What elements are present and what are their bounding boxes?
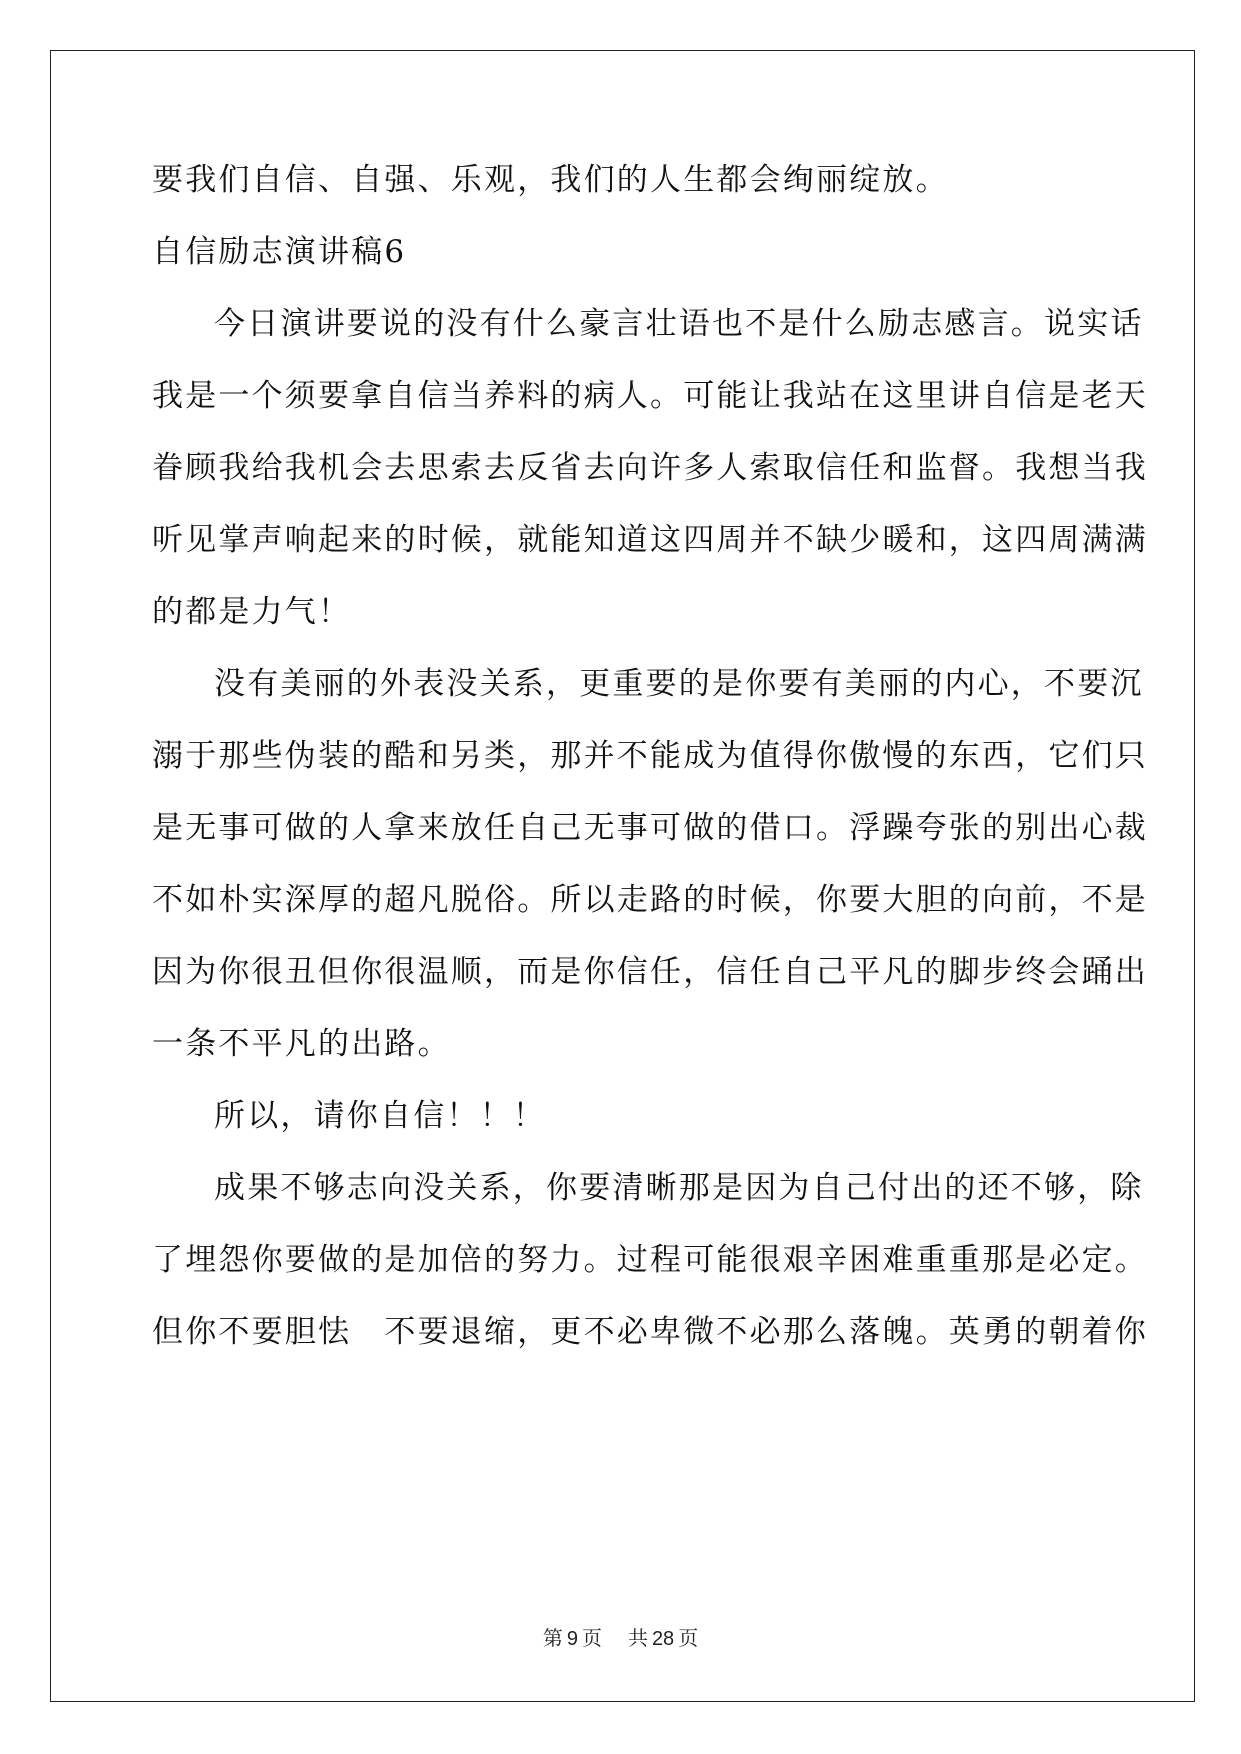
total-prefix: 共 (627, 1626, 648, 1650)
section-heading: 自信励志演讲稿6 (152, 234, 407, 270)
body-line: 要我们自信、自强、乐观，我们的人生都会绚丽绽放。 (152, 162, 949, 198)
body-line: 不如朴实深厚的超凡脱俗。所以走路的时候，你要大胆的向前，不是 (152, 882, 1148, 918)
body-line: 但你不要胆怯 不要退缩，更不必卑微不必那么落魄。英勇的朝着你 (152, 1314, 1148, 1350)
page-prefix: 第 (542, 1626, 563, 1650)
page-footer (0, 1622, 1241, 1651)
page-border (50, 50, 1195, 1702)
body-line: 溺于那些伪装的酷和另类，那并不能成为值得你傲慢的东西，它们只 (152, 738, 1148, 774)
body-line: 是无事可做的人拿来放任自己无事可做的借口。浮躁夸张的别出心裁 (152, 810, 1148, 846)
body-line: 我是一个须要拿自信当养料的病人。可能让我站在这里讲自信是老天 (152, 378, 1148, 414)
body-line: 今日演讲要说的没有什么豪言壮语也不是什么励志感言。说实话 (214, 306, 1144, 342)
body-line: 的都是力气！ (152, 594, 352, 630)
total-suffix: 页 (678, 1626, 699, 1650)
page-suffix: 页 (581, 1626, 602, 1650)
page-number: 9 (566, 1628, 578, 1650)
body-line: 了埋怨你要做的是加倍的努力。过程可能很艰辛困难重重那是必定。 (152, 1242, 1148, 1278)
body-line: 成果不够志向没关系，你要清晰那是因为自己付出的还不够，除 (214, 1170, 1144, 1206)
total-pages: 28 (651, 1628, 675, 1650)
body-line: 听见掌声响起来的时候，就能知道这四周并不缺少暖和，这四周满满 (152, 522, 1148, 558)
body-line: 一条不平凡的出路。 (152, 1026, 451, 1062)
body-line: 没有美丽的外表没关系，更重要的是你要有美丽的内心，不要沉 (214, 666, 1144, 702)
body-line: 所以，请你自信！！！ (214, 1098, 546, 1134)
body-line: 眷顾我给我机会去思索去反省去向许多人索取信任和监督。我想当我 (152, 450, 1148, 486)
body-line: 因为你很丑但你很温顺，而是你信任，信任自己平凡的脚步终会踊出 (152, 954, 1148, 990)
